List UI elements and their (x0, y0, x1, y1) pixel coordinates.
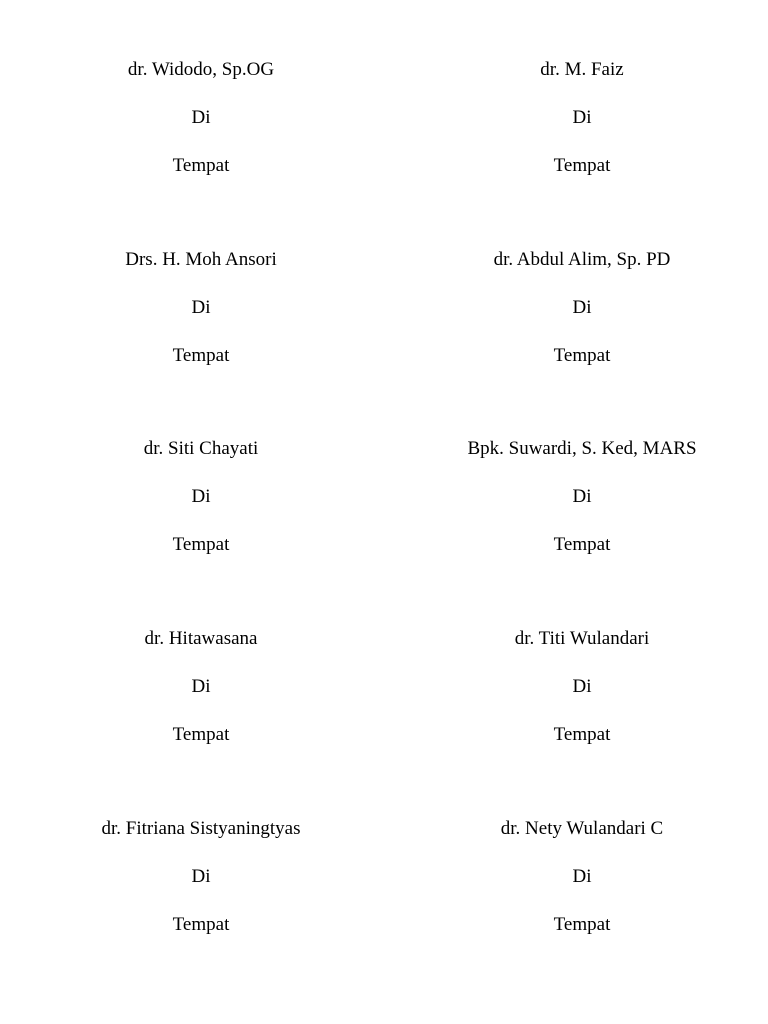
address-label (432, 438, 732, 578)
recipient-di: Di (191, 866, 211, 887)
recipient-tempat: Tempat (172, 724, 230, 745)
recipient-di: Di (191, 297, 211, 318)
recipient-tempat: Tempat (172, 534, 230, 555)
recipient-di: Di (191, 107, 211, 128)
recipient-name: Drs. H. Moh Ansori (125, 249, 277, 270)
recipient-tempat: Tempat (172, 345, 230, 366)
recipient-di: Di (191, 676, 211, 697)
recipient-name: dr. Abdul Alim, Sp. PD (493, 249, 671, 270)
recipient-di: Di (572, 676, 592, 697)
address-label (432, 818, 732, 958)
recipient-tempat: Tempat (553, 914, 611, 935)
recipient-tempat: Tempat (172, 914, 230, 935)
recipient-di: Di (572, 866, 592, 887)
recipient-name: dr. Fitriana Sistyaningtyas (101, 818, 301, 839)
recipient-name: dr. Nety Wulandari C (500, 818, 664, 839)
recipient-name: dr. Titi Wulandari (514, 628, 650, 649)
recipient-tempat: Tempat (553, 345, 611, 366)
recipient-di: Di (572, 486, 592, 507)
recipient-name: dr. M. Faiz (540, 59, 624, 80)
recipient-name: dr. Widodo, Sp.OG (127, 59, 275, 80)
recipient-tempat: Tempat (553, 724, 611, 745)
address-label (432, 249, 732, 389)
address-label (432, 59, 732, 199)
recipient-di: Di (572, 297, 592, 318)
recipient-tempat: Tempat (172, 155, 230, 176)
address-label (432, 628, 732, 768)
address-label (51, 249, 351, 389)
address-label (51, 628, 351, 768)
recipient-di: Di (191, 486, 211, 507)
address-label (51, 818, 351, 958)
recipient-di: Di (572, 107, 592, 128)
recipient-name: Bpk. Suwardi, S. Ked, MARS (467, 438, 697, 459)
address-label (51, 59, 351, 199)
recipient-name: dr. Siti Chayati (143, 438, 259, 459)
address-label (51, 438, 351, 578)
recipient-tempat: Tempat (553, 155, 611, 176)
recipient-name: dr. Hitawasana (144, 628, 258, 649)
recipient-tempat: Tempat (553, 534, 611, 555)
